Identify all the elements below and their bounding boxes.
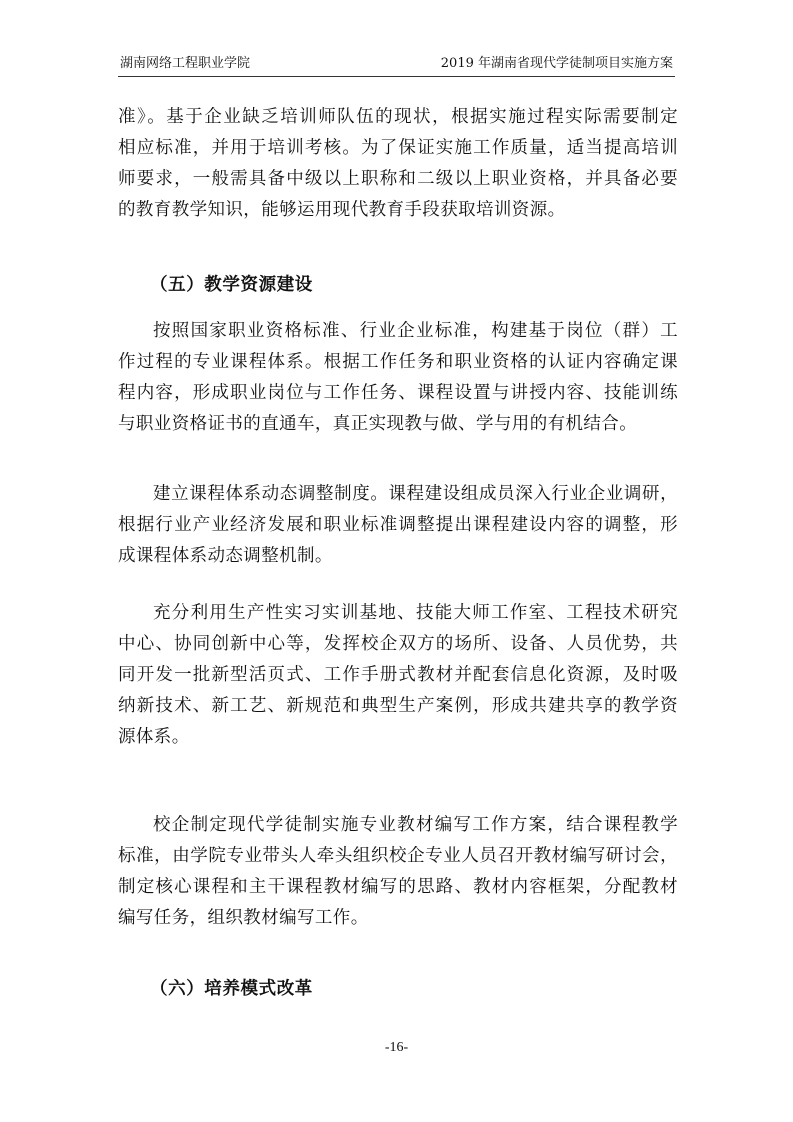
paragraph-line: 成课程体系动态调整机制。 bbox=[118, 546, 333, 566]
paragraph-training-standards bbox=[118, 102, 678, 226]
paragraph-line: 准》。基于企业缺乏培训师队伍的现状，根据实施过程实际需要制定 bbox=[118, 107, 678, 127]
paragraph-line: 制定核心课程和主干课程教材编写的思路、教材内容框架，分配教材 bbox=[118, 877, 678, 897]
paragraph-line: 源体系。 bbox=[118, 727, 190, 747]
paragraph-line: 按照国家职业资格标准、行业企业标准，构建基于岗位（群）工 bbox=[153, 321, 678, 341]
paragraph-dynamic-adjustment bbox=[118, 479, 678, 572]
paragraph-line: 同开发一批新型活页式、工作手册式教材并配套信息化资源，及时吸 bbox=[118, 665, 678, 685]
paragraph-line: 师要求，一般需具备中级以上职称和二级以上职业资格，并具备必要 bbox=[118, 169, 678, 189]
paragraph-teaching-materials bbox=[118, 598, 678, 753]
paragraph-line: 的教育教学知识，能够运用现代教育手段获取培训资源。 bbox=[118, 200, 566, 220]
paragraph-line: 根据行业产业经济发展和职业标准调整提出课程建设内容的调整，形 bbox=[118, 515, 678, 535]
page-header bbox=[118, 52, 675, 77]
paragraph-line: 纳新技术、新工艺、新规范和典型生产案例，形成共建共享的教学资 bbox=[118, 696, 678, 716]
paragraph-line: 相应标准，并用于培训考核。为了保证实施工作质量，适当提高培训 bbox=[118, 138, 678, 158]
header-document-title: 2019 年湖南省现代学徒制项目实施方案 bbox=[440, 56, 673, 71]
paragraph-line: 充分利用生产性实习实训基地、技能大师工作室、工程技术研究 bbox=[153, 603, 678, 623]
section-heading-training-mode-reform: （六）培养模式改革 bbox=[150, 979, 313, 999]
header-institution: 湖南网络工程职业学院 bbox=[120, 56, 251, 71]
paragraph-curriculum-system bbox=[118, 316, 678, 440]
paragraph-line: 编写任务，组织教材编写工作。 bbox=[118, 908, 369, 928]
section-heading-teaching-resources: （五）教学资源建设 bbox=[150, 275, 313, 295]
paragraph-line: 与职业资格证书的直通车，真正实现教与做、学与用的有机结合。 bbox=[118, 414, 638, 434]
page-number: -16- bbox=[384, 1040, 409, 1055]
paragraph-line: 中心、协同创新中心等，发挥校企双方的场所、设备、人员优势，共 bbox=[118, 634, 678, 654]
paragraph-line: 校企制定现代学徒制实施专业教材编写工作方案，结合课程教学 bbox=[153, 815, 678, 835]
paragraph-line: 标准，由学院专业带头人牵头组织校企专业人员召开教材编写研讨会， bbox=[118, 846, 678, 866]
paragraph-line: 作过程的专业课程体系。根据工作任务和职业资格的认证内容确定课 bbox=[118, 352, 678, 372]
paragraph-textbook-compilation bbox=[118, 810, 678, 934]
paragraph-line: 程内容，形成职业岗位与工作任务、课程设置与讲授内容、技能训练 bbox=[118, 383, 678, 403]
paragraph-line: 建立课程体系动态调整制度。课程建设组成员深入行业企业调研， bbox=[153, 484, 678, 504]
